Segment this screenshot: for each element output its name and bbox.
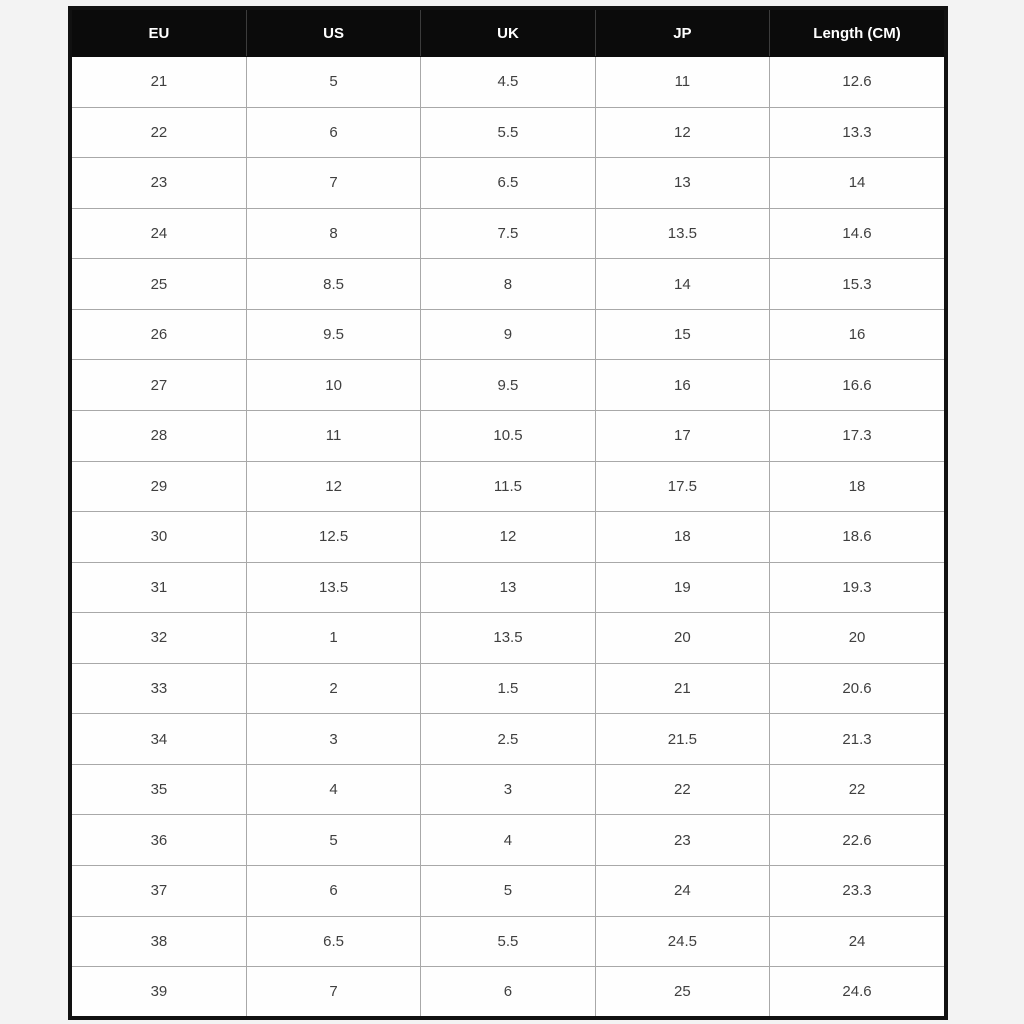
table-row	[72, 259, 944, 310]
table-cell: 39	[72, 967, 246, 1016]
table-cell: 21	[72, 57, 246, 108]
column-header: Length (CM)	[770, 10, 944, 57]
table-row	[72, 208, 944, 259]
table-cell: 6.5	[246, 916, 420, 967]
table-cell: 4	[246, 764, 420, 815]
table-cell: 1.5	[421, 663, 595, 714]
table-row	[72, 562, 944, 613]
table-cell: 36	[72, 815, 246, 866]
size-table-header	[72, 10, 944, 57]
table-cell: 20.6	[770, 663, 944, 714]
table-row	[72, 57, 944, 108]
table-cell: 9.5	[421, 360, 595, 411]
table-cell: 16.6	[770, 360, 944, 411]
table-cell: 8.5	[246, 259, 420, 310]
table-cell: 16	[770, 309, 944, 360]
table-cell: 24	[770, 916, 944, 967]
table-cell: 12	[246, 461, 420, 512]
table-cell: 37	[72, 866, 246, 917]
table-cell: 23	[595, 815, 769, 866]
table-cell: 27	[72, 360, 246, 411]
table-row	[72, 967, 944, 1016]
table-row	[72, 107, 944, 158]
table-row	[72, 663, 944, 714]
table-cell: 2.5	[421, 714, 595, 765]
table-cell: 6	[421, 967, 595, 1016]
table-cell: 7	[246, 967, 420, 1016]
table-cell: 34	[72, 714, 246, 765]
table-cell: 14.6	[770, 208, 944, 259]
column-header: UK	[421, 10, 595, 57]
table-cell: 11.5	[421, 461, 595, 512]
table-cell: 9.5	[246, 309, 420, 360]
table-cell: 21.3	[770, 714, 944, 765]
size-table	[72, 10, 944, 1016]
table-cell: 6	[246, 107, 420, 158]
size-table-body	[72, 57, 944, 1017]
table-cell: 5	[421, 866, 595, 917]
table-cell: 18.6	[770, 512, 944, 563]
table-cell: 5	[246, 57, 420, 108]
table-cell: 18	[770, 461, 944, 512]
column-header: JP	[595, 10, 769, 57]
table-row	[72, 613, 944, 664]
table-cell: 19.3	[770, 562, 944, 613]
table-cell: 26	[72, 309, 246, 360]
table-cell: 25	[595, 967, 769, 1016]
table-cell: 23	[72, 158, 246, 209]
table-cell: 11	[246, 410, 420, 461]
table-cell: 15	[595, 309, 769, 360]
table-cell: 12	[595, 107, 769, 158]
table-cell: 23.3	[770, 866, 944, 917]
table-cell: 20	[770, 613, 944, 664]
column-header: US	[246, 10, 420, 57]
table-cell: 21	[595, 663, 769, 714]
table-cell: 14	[595, 259, 769, 310]
table-cell: 17	[595, 410, 769, 461]
table-cell: 28	[72, 410, 246, 461]
table-cell: 10.5	[421, 410, 595, 461]
table-cell: 3	[246, 714, 420, 765]
table-cell: 1	[246, 613, 420, 664]
table-cell: 22	[72, 107, 246, 158]
table-cell: 38	[72, 916, 246, 967]
table-cell: 13.5	[246, 562, 420, 613]
table-cell: 6.5	[421, 158, 595, 209]
table-row	[72, 309, 944, 360]
table-cell: 35	[72, 764, 246, 815]
table-row	[72, 410, 944, 461]
table-row	[72, 512, 944, 563]
table-cell: 18	[595, 512, 769, 563]
table-cell: 13.5	[421, 613, 595, 664]
table-cell: 4	[421, 815, 595, 866]
table-cell: 2	[246, 663, 420, 714]
table-cell: 11	[595, 57, 769, 108]
table-cell: 22	[770, 764, 944, 815]
table-cell: 8	[246, 208, 420, 259]
table-cell: 9	[421, 309, 595, 360]
table-cell: 7	[246, 158, 420, 209]
table-cell: 13.3	[770, 107, 944, 158]
table-cell: 17.3	[770, 410, 944, 461]
table-cell: 14	[770, 158, 944, 209]
size-conversion-table-frame	[68, 6, 948, 1020]
table-row	[72, 866, 944, 917]
table-cell: 33	[72, 663, 246, 714]
table-cell: 30	[72, 512, 246, 563]
table-cell: 13	[595, 158, 769, 209]
table-cell: 13	[421, 562, 595, 613]
table-row	[72, 158, 944, 209]
table-cell: 15.3	[770, 259, 944, 310]
table-cell: 5.5	[421, 916, 595, 967]
table-row	[72, 714, 944, 765]
table-cell: 19	[595, 562, 769, 613]
table-cell: 12	[421, 512, 595, 563]
table-cell: 4.5	[421, 57, 595, 108]
table-cell: 17.5	[595, 461, 769, 512]
table-row	[72, 360, 944, 411]
table-cell: 22.6	[770, 815, 944, 866]
table-cell: 24	[72, 208, 246, 259]
header-row	[72, 10, 944, 57]
table-row	[72, 764, 944, 815]
table-cell: 31	[72, 562, 246, 613]
table-row	[72, 461, 944, 512]
table-cell: 5.5	[421, 107, 595, 158]
table-row	[72, 815, 944, 866]
table-cell: 22	[595, 764, 769, 815]
table-cell: 29	[72, 461, 246, 512]
table-cell: 12.5	[246, 512, 420, 563]
table-cell: 24.5	[595, 916, 769, 967]
table-cell: 5	[246, 815, 420, 866]
table-cell: 6	[246, 866, 420, 917]
table-cell: 8	[421, 259, 595, 310]
column-header: EU	[72, 10, 246, 57]
table-row	[72, 916, 944, 967]
table-cell: 25	[72, 259, 246, 310]
table-cell: 16	[595, 360, 769, 411]
table-cell: 24.6	[770, 967, 944, 1016]
table-cell: 3	[421, 764, 595, 815]
table-cell: 10	[246, 360, 420, 411]
table-cell: 20	[595, 613, 769, 664]
table-cell: 12.6	[770, 57, 944, 108]
table-cell: 24	[595, 866, 769, 917]
table-cell: 7.5	[421, 208, 595, 259]
table-cell: 32	[72, 613, 246, 664]
table-cell: 21.5	[595, 714, 769, 765]
table-cell: 13.5	[595, 208, 769, 259]
